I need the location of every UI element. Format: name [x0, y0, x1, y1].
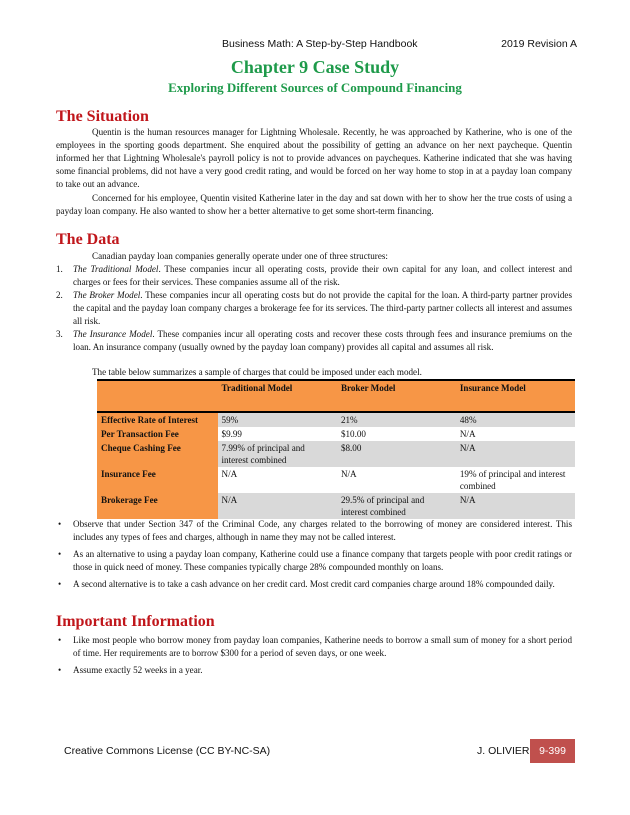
table-row — [97, 467, 575, 493]
list-number: 1. — [56, 264, 63, 274]
data-bullets — [56, 518, 572, 595]
table-cell: $8.00 — [337, 441, 456, 467]
header-revision: 2019 Revision A — [501, 38, 577, 50]
page-subtitle: Exploring Different Sources of Compound Financing — [168, 80, 462, 95]
bullet-icon: • — [58, 579, 62, 589]
list-number: 3. — [56, 329, 63, 339]
table-cell: N/A — [221, 469, 238, 479]
table-cell: 21% — [337, 412, 456, 427]
structure-name: The Traditional Model — [73, 264, 159, 274]
list-number: 2. — [56, 290, 63, 300]
charges-table — [97, 379, 575, 519]
column-header: Insurance Model — [456, 380, 575, 412]
table-row — [97, 493, 575, 519]
bullet-icon: • — [58, 665, 62, 675]
table-cell: N/A — [218, 493, 337, 519]
table-cell: N/A — [456, 493, 575, 519]
table-cell: 48% — [456, 412, 575, 427]
bullet-icon: • — [58, 549, 62, 559]
page-number-badge: 9-399 — [530, 739, 575, 763]
structure-text: . These companies incur all operating costs and recover these costs through fees and insurance premiums on the loan. An insurance company (usually owned by the payday loan company) provides all capital and assumes all risk. — [73, 329, 572, 352]
situation-paragraph-2: Concerned for his employee, Quentin visited Katherine later in the day and sat down with her to show her the true costs of using a payday loan company. He also wanted to show her a better alternative to get some short-term financing. — [56, 193, 572, 216]
bullet-text: Observe that under Section 347 of the Criminal Code, any charges related to the borrowing of money are considered interest. This includes any types of fees and charges, although in name they may not be called interest. — [73, 519, 572, 542]
structure-text: . These companies incur all operating costs but do not provide the capital for the loan. A third-party partner provides the capital and the payday loan company charges a brokerage fee for its services. The third-party partner collects all interest and assumes all risk. — [73, 290, 573, 326]
bullet-text: Assume exactly 52 weeks in a year. — [73, 665, 203, 675]
structure-item-broker — [56, 289, 572, 328]
table-cell: $9.99 — [221, 429, 242, 439]
table-cell: N/A — [459, 429, 476, 439]
table-cell: N/A — [456, 441, 575, 467]
structure-name: The Insurance Model — [73, 329, 153, 339]
important-heading: Important Information — [56, 613, 215, 630]
situation-heading: The Situation — [56, 108, 149, 125]
row-label: Insurance Fee — [97, 467, 218, 493]
table-header-row — [97, 380, 575, 412]
structure-name: The Broker Model — [73, 290, 141, 300]
bullet-icon: • — [58, 635, 62, 645]
list-item — [56, 578, 572, 591]
table-intro: The table below summarizes a sample of charges that could be imposed under each model. — [92, 367, 422, 377]
row-label: Cheque Cashing Fee — [97, 441, 218, 467]
column-header: Traditional Model — [218, 380, 337, 412]
table-cell: 29.5% of principal and interest combined — [337, 493, 456, 519]
list-item — [56, 664, 572, 677]
column-header: Broker Model — [337, 380, 456, 412]
structure-item-insurance — [56, 328, 572, 354]
structures-list — [56, 263, 572, 354]
table-cell: 19% of principal and interest combined — [459, 469, 566, 491]
list-item — [56, 518, 572, 544]
bullet-text: A second alternative is to take a cash advance on her credit card. Most credit card companies charge around 18% compounded daily. — [73, 579, 555, 589]
header-book-title: Business Math: A Step-by-Step Handbook — [222, 38, 418, 50]
bullet-text: As an alternative to using a payday loan company, Katherine could use a finance company that targets people with poor credit ratings or those in quick need of money. These companies typically charge 28% compounded monthly on loans. — [73, 549, 572, 572]
page-title: Chapter 9 Case Study — [230, 57, 400, 77]
table-row — [97, 427, 575, 441]
table-row — [97, 412, 575, 427]
list-item — [56, 548, 572, 574]
data-heading: The Data — [56, 231, 120, 248]
bullet-icon: • — [58, 519, 62, 529]
important-bullets — [56, 634, 572, 681]
bullet-text: Like most people who borrow money from payday loan companies, Katherine needs to borrow a small sum of money for a short period of time. Her requirements are to borrow $300 for a period of seven days, or one week. — [73, 635, 572, 658]
structure-text: . These companies incur all operating costs, provide their own capital for any loan, and collect interest and charges or fees for their services. These companies assume all of the risk. — [73, 264, 572, 287]
row-label: Brokerage Fee — [97, 493, 218, 519]
data-intro: Canadian payday loan companies generally operate under one of three structures: — [92, 251, 388, 261]
situation-paragraph-1: Quentin is the human resources manager for Lightning Wholesale. Recently, he was approached by Katherine, who is one of the employees in the sporting goods department. She enquired about the possibility of getting an advance on her next paycheque. Quentin informed her that Lightning Wholesale's payroll policy is not to provide advances on paycheques. Katherine indicated that she was having some financial problems, did not have a very good credit rating, and would be forced on her way home to stop in at a payday loan company to take out an advance. — [56, 127, 572, 189]
footer-author: J. OLIVIER — [477, 745, 530, 757]
table-cell: 7.99% of principal and interest combined — [218, 441, 337, 467]
footer-license: Creative Commons License (CC BY-NC-SA) — [64, 745, 271, 757]
structure-item-traditional — [56, 263, 572, 289]
row-label: Effective Rate of Interest — [97, 412, 218, 427]
table-cell: N/A — [340, 469, 357, 479]
table-row — [97, 441, 575, 467]
list-item — [56, 634, 572, 660]
table-corner — [97, 380, 218, 412]
row-label: Per Transaction Fee — [97, 427, 218, 441]
table-cell: 59% — [218, 412, 337, 427]
table-cell: $10.00 — [340, 429, 366, 439]
